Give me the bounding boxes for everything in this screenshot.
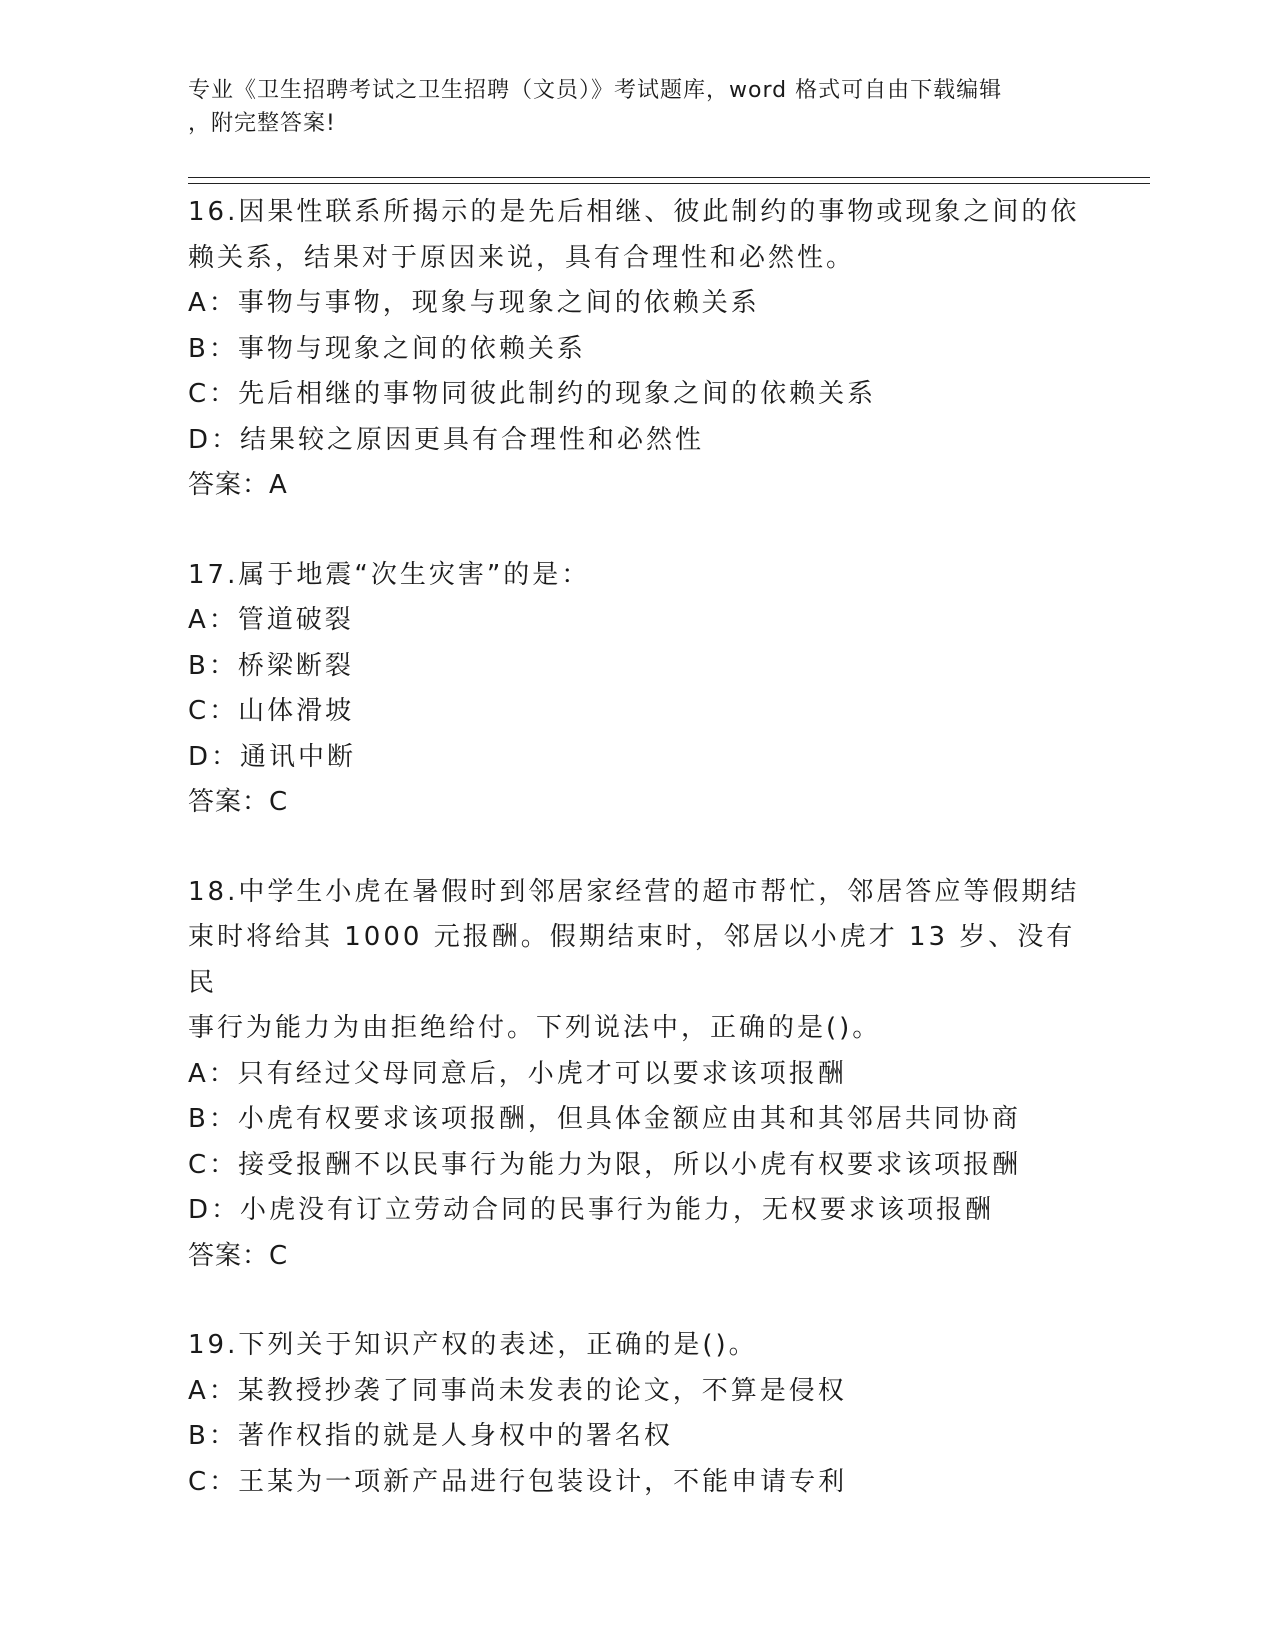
question-19 [188, 1323, 1088, 1505]
question-stem [188, 190, 1088, 281]
question-18 [188, 870, 1088, 1280]
option-b: B：事物与现象之间的依赖关系 [188, 333, 586, 364]
question-16 [188, 190, 1088, 509]
option-a: A：只有经过父母同意后，小虎才可以要求该项报酬 [188, 1058, 847, 1089]
header-divider-bottom [188, 183, 1150, 184]
question-stem-line: 19.下列关于知识产权的表述，正确的是()。 [188, 1330, 758, 1360]
option-a: A：管道破裂 [188, 605, 354, 635]
option-d: D：通讯中断 [188, 741, 357, 772]
question-stem-line: 16.因果性联系所揭示的是先后相继、彼此制约的事物或现象之间的依 [188, 197, 1080, 227]
question-stem-line: 事行为能力为由拒绝给付。下列说法中，正确的是()。 [188, 1013, 882, 1043]
question-stem [188, 1323, 1088, 1369]
option-d: D：小虎没有订立劳动合同的民事行为能力，无权要求该项报酬 [188, 1195, 995, 1225]
document-header [188, 74, 1068, 140]
question-stem [188, 553, 1088, 599]
option-b: B：小虎有权要求该项报酬，但具体金额应由其和其邻居共同协商 [188, 1104, 1021, 1134]
option-a: A：事物与事物，现象与现象之间的依赖关系 [188, 288, 760, 318]
answer-line: 答案：C [188, 787, 289, 817]
option-b: B：著作权指的就是人身权中的署名权 [188, 1421, 673, 1451]
question-stem-line: 束时将给其 1000 元报酬。假期结束时，邻居以小虎才 13 岁、没有民 [188, 922, 1076, 998]
header-divider-top [188, 177, 1150, 178]
option-c: C：接受报酬不以民事行为能力为限，所以小虎有权要求该项报酬 [188, 1149, 1022, 1180]
question-stem-line: 赖关系，结果对于原因来说，具有合理性和必然性。 [188, 242, 856, 273]
question-17 [188, 553, 1088, 826]
answer-line: 答案：C [188, 1240, 289, 1271]
question-list [188, 190, 1088, 1549]
option-c: C：王某为一项新产品进行包装设计，不能申请专利 [188, 1466, 848, 1497]
option-c: C：山体滑坡 [188, 696, 355, 726]
option-d: D：结果较之原因更具有合理性和必然性 [188, 424, 705, 455]
header-line-2: ，附完整答案! [188, 111, 336, 136]
option-b: B：桥梁断裂 [188, 650, 354, 681]
answer-line: 答案：A [188, 470, 288, 500]
question-stem-line: 18.中学生小虎在暑假时到邻居家经营的超市帮忙，邻居答应等假期结 [188, 876, 1080, 907]
option-a: A：某教授抄袭了同事尚未发表的论文，不算是侵权 [188, 1375, 847, 1406]
header-line-1: 专业《卫生招聘考试之卫生招聘（文员）》考试题库，word 格式可自由下载编辑 [188, 78, 1003, 103]
option-c: C：先后相继的事物同彼此制约的现象之间的依赖关系 [188, 379, 877, 409]
question-stem [188, 870, 1088, 1052]
question-stem-line: 17.属于地震“次生灾害”的是： [188, 559, 591, 590]
